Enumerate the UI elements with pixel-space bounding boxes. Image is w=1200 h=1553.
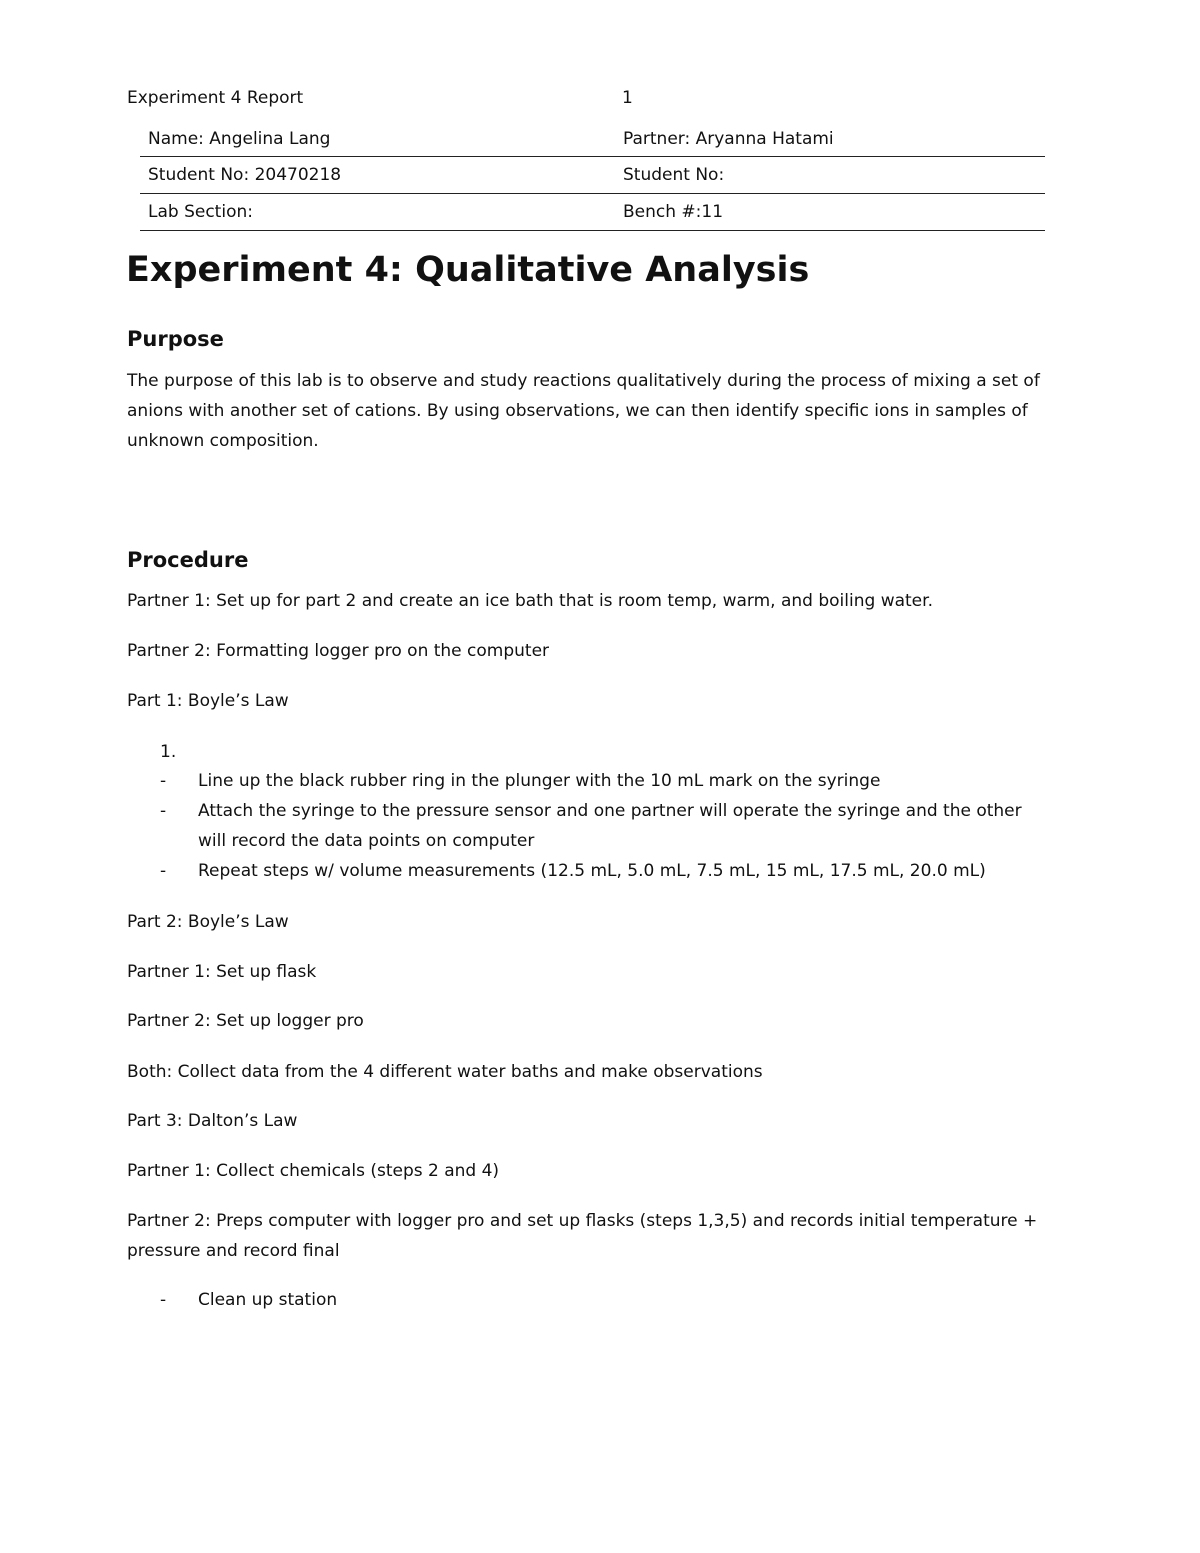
part3-title: Part 3: Dalton’s Law	[127, 1111, 298, 1131]
document-title: Experiment 4: Qualitative Analysis	[126, 250, 810, 290]
bench-number: Bench #:11	[615, 194, 1045, 231]
part2-both: Both: Collect data from the 4 different water baths and make observations	[127, 1062, 763, 1082]
student-number: Student No: 20470218	[140, 157, 615, 194]
cleanup-step: Clean up station	[198, 1290, 338, 1310]
table-row	[140, 157, 1045, 194]
lab-section: Lab Section:	[140, 194, 615, 231]
running-title: Experiment 4 Report	[127, 88, 304, 108]
table-row	[140, 194, 1045, 231]
page-number: 1	[622, 88, 633, 108]
partner-name: Partner: Aryanna Hatami	[615, 122, 1045, 157]
procedure-heading: Procedure	[127, 548, 249, 572]
part3-partner1: Partner 1: Collect chemicals (steps 2 and 4)	[127, 1161, 500, 1181]
student-info-table	[140, 122, 1045, 231]
part2-partner1: Partner 1: Set up flask	[127, 962, 317, 982]
part1-title: Part 1: Boyle’s Law	[127, 691, 289, 711]
partner2-format: Partner 2: Formatting logger pro on the computer	[127, 641, 550, 661]
purpose-heading: Purpose	[127, 327, 224, 351]
part1-step: Attach the syringe to the pressure sensor and one partner will operate the syringe and the other will record the data points on computer	[198, 801, 1022, 851]
bullet-marker: -	[160, 861, 167, 881]
part1-step: Line up the black rubber ring in the plunger with the 10 mL mark on the syringe	[198, 771, 881, 791]
partner1-setup: Partner 1: Set up for part 2 and create an ice bath that is room temp, warm, and boiling water.	[127, 591, 933, 611]
student-name: Name: Angelina Lang	[140, 122, 615, 157]
bullet-marker: -	[160, 771, 167, 791]
bullet-marker: -	[160, 1290, 167, 1310]
partner-student-number: Student No:	[615, 157, 1045, 194]
part1-step: Repeat steps w/ volume measurements (12.5 mL, 5.0 mL, 7.5 mL, 15 mL, 17.5 mL, 20.0 mL)	[198, 861, 986, 881]
bullet-marker: -	[160, 801, 167, 821]
part2-title: Part 2: Boyle’s Law	[127, 912, 289, 932]
part3-partner2: Partner 2: Preps computer with logger pro and set up flasks (steps 1,3,5) and records initial temperature + pressure and record final	[127, 1211, 1038, 1261]
list-number: 1.	[160, 742, 177, 762]
purpose-paragraph: The purpose of this lab is to observe and study reactions qualitatively during the process of mixing a set of anions with another set of cations. By using observations, we can then identify specific ions in samples of unknown composition.	[127, 371, 1040, 451]
part2-partner2: Partner 2: Set up logger pro	[127, 1011, 364, 1031]
table-row	[140, 122, 1045, 157]
